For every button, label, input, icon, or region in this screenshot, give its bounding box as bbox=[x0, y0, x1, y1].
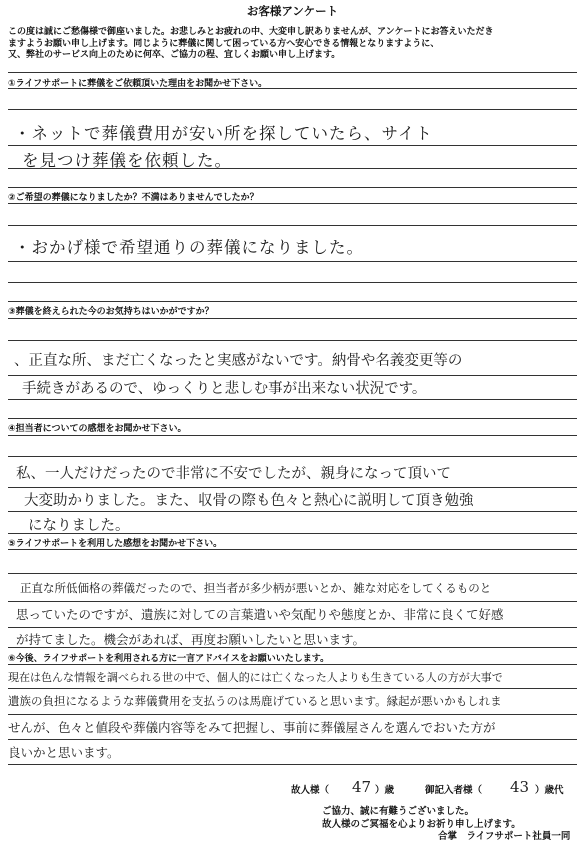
question-3-label: ③葬儀を終えられた今のお気持ちはいかがですか？ bbox=[8, 307, 214, 317]
thanks-line: ご協力、誠に有難うございました。 bbox=[322, 806, 475, 817]
answer-6-line: 遺族の負担になるような葬儀費用を支払うのは馬鹿げていると思います。縁起が悪いかもしれま bbox=[8, 694, 502, 708]
answer-4-line: 私、一人だけだったので非常に不安でしたが、親身になって頂いて bbox=[16, 466, 451, 482]
ruled-line bbox=[8, 511, 577, 512]
writer-age-unit: ）歳代 bbox=[535, 785, 564, 796]
answer-5-line: 思っていたのですが、遺族に対しての言葉遣いや気配りや態度とか、非常に良くて好感 bbox=[16, 607, 504, 622]
ruled-line bbox=[8, 109, 577, 110]
thanks-line: 故人様のご冥福を心よりお祈り申し上げます。 bbox=[322, 819, 521, 830]
survey-title: お客様アンケート bbox=[246, 4, 339, 18]
deceased-age-unit: ）歳 bbox=[375, 785, 395, 796]
answer-6-line: 良いかと思います。 bbox=[8, 745, 120, 760]
intro-line: 又、弊社のサービス向上のために何卒、ご協力の程、宜しくお願い申し上げます。 bbox=[8, 50, 341, 60]
divider bbox=[8, 203, 577, 204]
divider bbox=[8, 318, 577, 319]
question-6-label: ⑥今後、ライフサポートを利用される方に一言アドバイスをお願いいたします。 bbox=[8, 654, 330, 664]
question-2-label: ②ご希望の葬儀になりましたか？不満はありませんでしたか？ bbox=[8, 193, 259, 203]
ruled-line bbox=[8, 375, 577, 376]
answer-4-line: になりました。 bbox=[28, 518, 130, 534]
divider bbox=[8, 664, 577, 665]
divider bbox=[8, 549, 577, 550]
writer-age-value: 43 bbox=[510, 778, 530, 796]
ruled-line bbox=[8, 340, 577, 341]
ruled-line bbox=[8, 456, 577, 457]
answer-6-line: 現在は色んな情報を調べられる世の中で、個人的には亡くなった人よりも生きている人の方が大事で bbox=[8, 671, 503, 684]
ruled-line bbox=[8, 601, 577, 602]
ruled-line bbox=[8, 225, 577, 226]
divider bbox=[8, 301, 577, 302]
ruled-line bbox=[8, 487, 577, 488]
divider bbox=[8, 418, 577, 419]
ruled-line bbox=[8, 261, 577, 262]
answer-1-line: を見つけ葬儀を依頼した。 bbox=[22, 151, 232, 170]
ruled-line bbox=[8, 573, 577, 574]
answer-3-line: 手続きがあるので、ゆっくりと悲しむ事が出来ない状況です。 bbox=[22, 381, 427, 397]
deceased-age-value: 47 bbox=[352, 778, 372, 796]
divider bbox=[8, 88, 577, 89]
answer-4-line: 大変助かりました。また、収骨の際も色々と熱心に説明して頂き勉強 bbox=[24, 493, 474, 509]
intro-line: ますようお願い申し上げます。同じように葬儀に関して困っている方へ安心できる情報となりますように、 bbox=[8, 38, 440, 49]
ruled-line bbox=[8, 627, 577, 628]
question-5-label: ⑤ライフサポートを利用した感想をお聞かせ下さい。 bbox=[8, 539, 223, 549]
ruled-line bbox=[8, 739, 577, 740]
ruled-line bbox=[8, 399, 577, 400]
answer-2-line: ・おかげ様で希望通りの葬儀になりました。 bbox=[14, 238, 364, 257]
ruled-line bbox=[8, 282, 577, 283]
answer-5-line: が持てました。機会があれば、再度お願いしたいと思います。 bbox=[16, 632, 366, 647]
answer-1-line: ・ネットで葬儀費用が安い所を探していたら、サイト bbox=[14, 124, 433, 143]
intro-text bbox=[8, 27, 580, 62]
divider bbox=[8, 72, 577, 73]
answer-3-line: 、正直な所、まだ亡くなったと実感がないです。納骨や名義変更等の bbox=[14, 353, 463, 369]
ruled-line bbox=[8, 688, 577, 689]
answer-5-line: 正直な所低価格の葬儀だったので、担当者が多少柄が悪いとか、雑な対応をしてくるものと bbox=[20, 581, 492, 595]
writer-age-label: 御記入者様（ bbox=[425, 785, 483, 796]
intro-line: この度は誠にご愁傷様で御座いました。お悲しみとお疲れの中、大変申し訳ありませんが、アンケートにお答えいただき bbox=[8, 27, 494, 37]
deceased-age-label: 故人様（ bbox=[291, 785, 330, 796]
thanks-signature: 合掌 ライフサポート社員一同 bbox=[438, 831, 571, 842]
answer-6-line: せんが、色々と値段や葬儀内容等をみて把握し、事前に葬儀屋さんを選んでおいた方が bbox=[8, 720, 496, 735]
ruled-line bbox=[8, 145, 577, 146]
divider bbox=[8, 435, 577, 436]
ruled-line bbox=[8, 714, 577, 715]
question-4-label: ④担当者についての感想をお聞かせ下さい。 bbox=[8, 424, 187, 434]
divider bbox=[8, 187, 577, 188]
question-1-label: ①ライフサポートに葬儀をご依頼頂いた理由をお聞かせ下さい。 bbox=[8, 79, 268, 89]
ruled-line bbox=[8, 764, 577, 765]
